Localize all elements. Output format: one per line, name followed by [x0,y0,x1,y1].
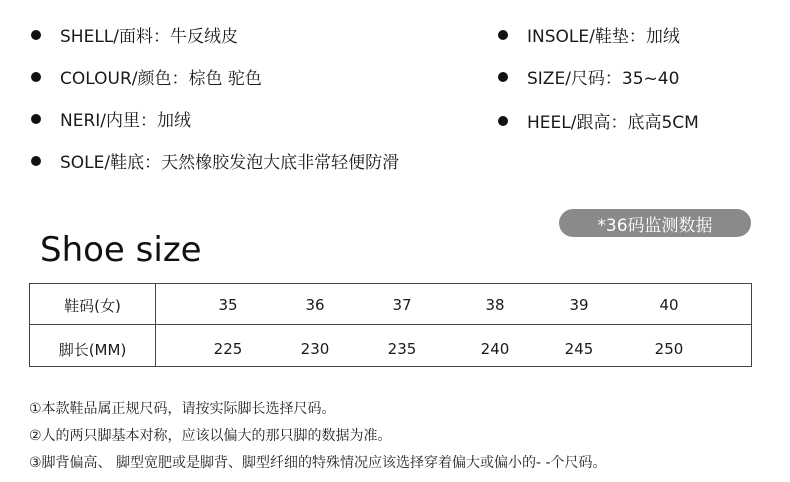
table-cell-size: 37 [392,296,412,314]
table-cell-length: 230 [300,340,330,358]
page-title: Shoe size [40,230,202,270]
spec-shell [31,22,238,47]
spec-heel-text: HEEL/跟高：底高5CM [527,113,699,133]
spec-shell-text: SHELL/面料：牛反绒皮 [60,27,238,47]
spec-size [498,64,679,89]
spec-sole [31,148,399,173]
bullet-icon [31,114,41,124]
table-cell-size: 36 [305,296,325,314]
spec-insole-text: INSOLE/鞋垫：加绒 [527,27,680,47]
spec-colour [31,64,262,89]
table-cell-length: 235 [387,340,417,358]
table-cell-length: 245 [564,340,594,358]
length-row-label: 脚长(MM) [58,341,127,359]
note-3: ③脚背偏高、 脚型宽肥或是脚背、脚型纤细的特殊情况应该选择穿着偏大或偏小的- -个尺码。 [29,455,607,471]
bullet-icon [498,30,508,40]
spec-size-text: SIZE/尺码：35~40 [527,69,680,89]
spec-colour-text: COLOUR/颜色：棕色 驼色 [60,69,262,89]
table-cell-length: 250 [654,340,684,358]
table-row-divider [30,324,751,325]
bullet-icon [31,72,41,82]
table-cell-length: 240 [480,340,510,358]
bullet-icon [498,116,508,126]
spec-neri-text: NERI/内里：加绒 [60,111,192,131]
size-table [29,283,752,367]
table-column-divider [155,284,156,366]
bullet-icon [31,30,41,40]
spec-sole-text: SOLE/鞋底：天然橡胶发泡大底非常轻便防滑 [60,153,400,173]
note-2: ②人的两只脚基本对称，应该以偏大的那只脚的数据为准。 [29,428,392,444]
bullet-icon [498,72,508,82]
table-cell-length: 225 [213,340,243,358]
bullet-icon [31,156,41,166]
spec-insole [498,22,680,47]
table-cell-size: 35 [218,296,238,314]
table-cell-size: 40 [659,296,679,314]
note-1: ①本款鞋品属正规尺码，请按实际脚长选择尺码。 [29,401,336,417]
measurement-badge: *36码监测数据 [559,209,751,237]
table-cell-size: 38 [485,296,505,314]
spec-heel [498,108,699,133]
table-cell-size: 39 [569,296,589,314]
size-row-label: 鞋码(女) [64,297,121,315]
spec-neri [31,106,191,131]
